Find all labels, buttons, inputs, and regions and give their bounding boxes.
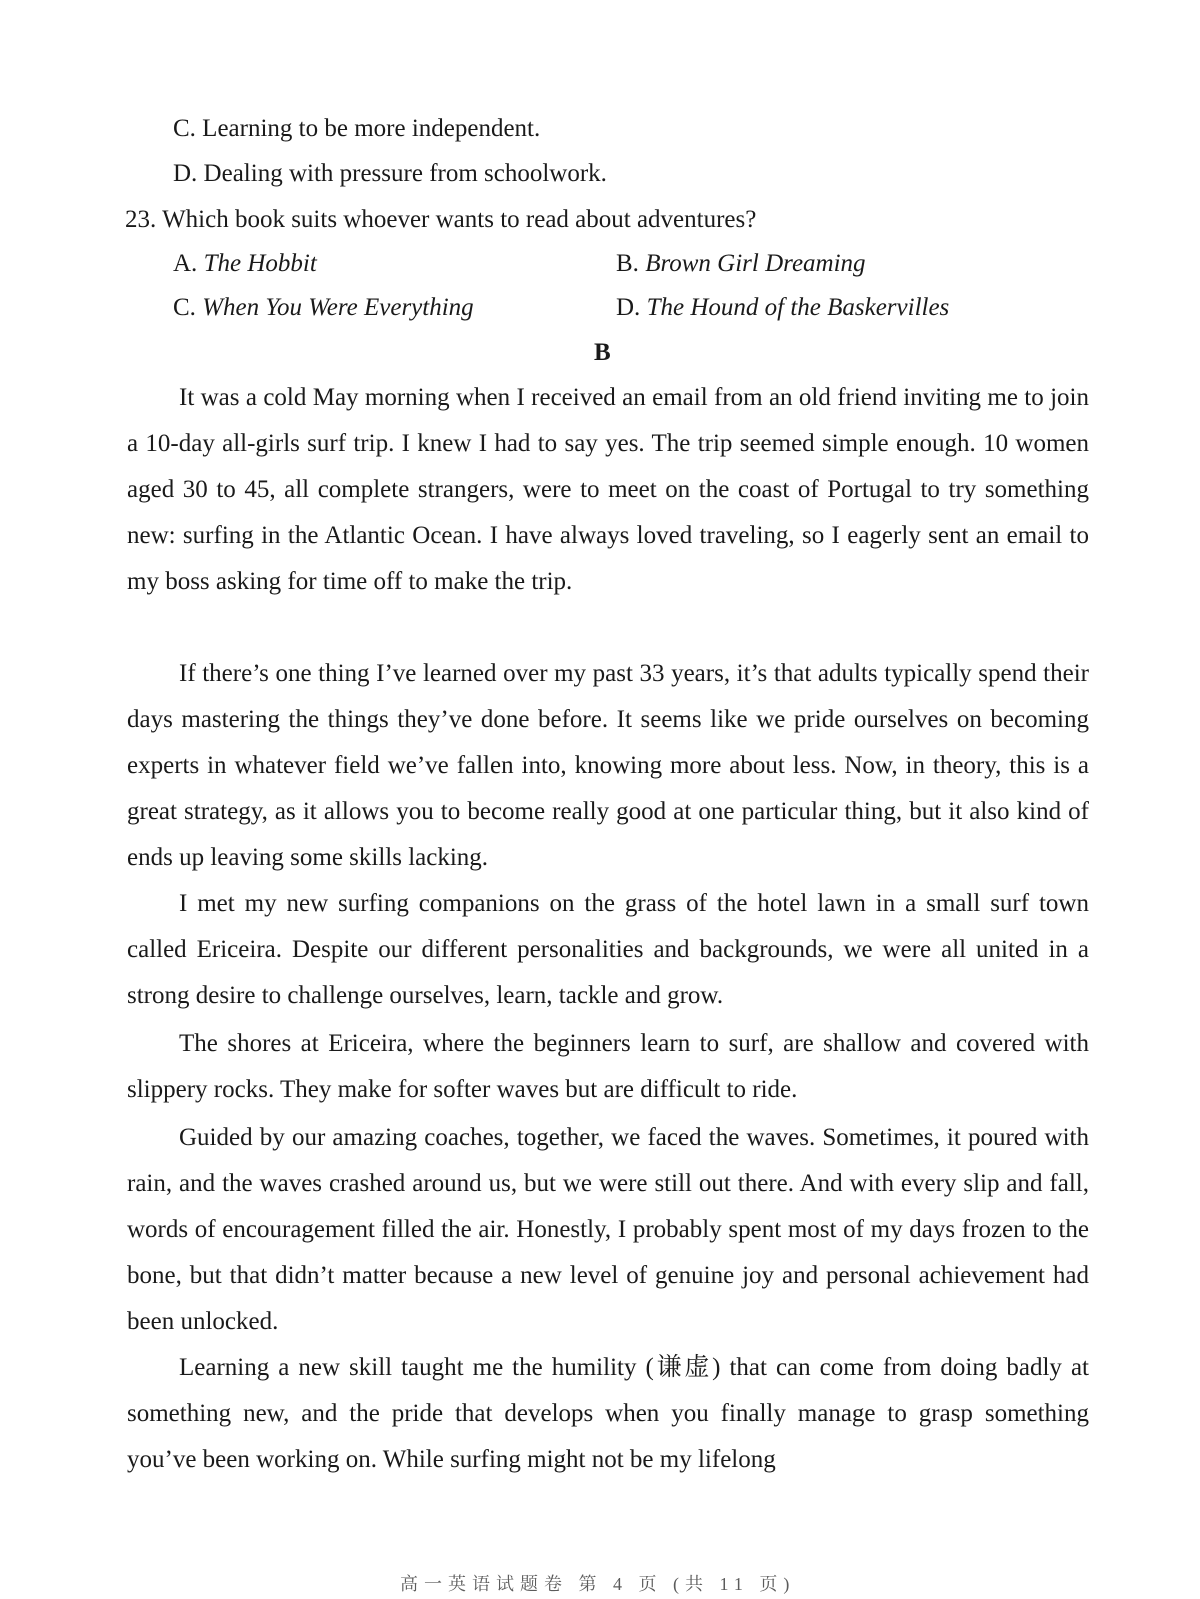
passage-paragraph-1: It was a cold May morning when I received an email from an old friend inviting me to join a 10-day all-girls surf trip. I knew I had to say yes. The trip seemed simple enough. 10 women aged 30 to 45, all complete strangers, were to meet on the coast of Portugal to try something new: surfing in the Atlantic Ocean. I have always loved traveling, so I eagerly sent an email to my boss asking for time off to make the trip. <box>127 384 1089 595</box>
passage-paragraph-4: The shores at Ericeira, where the beginners learn to surf, are shallow and covered with slippery rocks. They make for softer waves but are difficult to ride. <box>127 1030 1089 1103</box>
passage-paragraph-2: If there’s one thing I’ve learned over my past 33 years, it’s that adults typically spend their days mastering the things they’ve done before. It seems like we pride ourselves on becoming experts in whatever field we’ve fallen into, knowing more about less. Now, in theory, this is a great strategy, as it allows you to become really good at one particular thing, but it also kind of ends up leaving some skills lacking. <box>127 660 1089 871</box>
q23-option-c-letter: C. <box>173 294 196 321</box>
q23-option-a-letter: A. <box>173 250 198 277</box>
q23-option-a <box>173 249 317 279</box>
q23-question <box>125 205 756 235</box>
q22-option-c: C. Learning to be more independent. <box>173 115 541 142</box>
passage-paragraph-3: I met my new surfing companions on the grass of the hotel lawn in a small surf town called Ericeira. Despite our different personalities and backgrounds, we were all united in a strong desire to challenge ourselves, learn, tackle and grow. <box>127 890 1089 1009</box>
q23-option-b-title: Brown Girl Dreaming <box>645 250 866 277</box>
q23-option-b-letter: B. <box>616 250 639 277</box>
section-b-heading: B <box>594 339 611 366</box>
q23-number: 23. <box>125 206 157 233</box>
q23-option-d-letter: D. <box>616 294 641 321</box>
q23-option-d-title: The Hound of the Baskervilles <box>646 294 950 321</box>
page-footer: 高一英语试题卷 第 4 页 (共 11 页) <box>400 1574 796 1594</box>
q23-stem: Which book suits whoever wants to read about adventures? <box>162 206 757 233</box>
q23-option-c <box>173 293 474 323</box>
q23-option-b <box>616 249 866 279</box>
q22-option-d: D. Dealing with pressure from schoolwork. <box>173 160 607 187</box>
q23-option-a-title: The Hobbit <box>203 250 317 277</box>
q23-option-c-title: When You Were Everything <box>202 294 474 321</box>
q23-option-d <box>616 293 949 323</box>
passage-paragraph-5: Guided by our amazing coaches, together, we faced the waves. Sometimes, it poured with rain, and the waves crashed around us, but we were still out there. And with every slip and fall, words of encouragement filled the air. Honestly, I probably spent most of my days frozen to the bone, but that didn’t matter because a new level of genuine joy and personal achievement had been unlocked. <box>127 1124 1089 1335</box>
passage-paragraph-6: Learning a new skill taught me the humility (谦虚) that can come from doing badly at something new, and the pride that develops when you finally manage to grasp something you’ve been working on. While surfing might not be my lifelong <box>127 1354 1089 1473</box>
